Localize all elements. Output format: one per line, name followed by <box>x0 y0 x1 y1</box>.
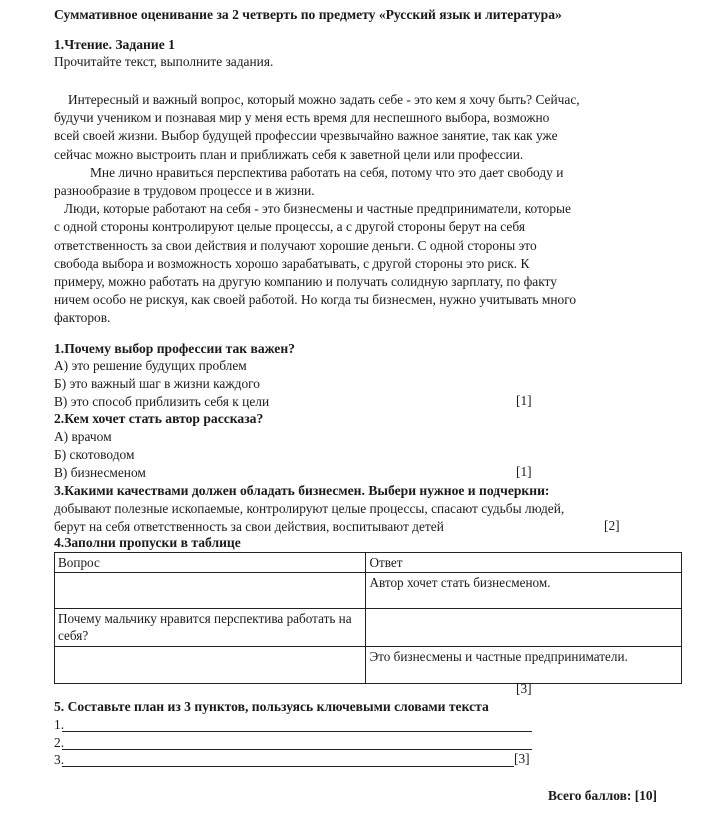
col-header-question: Вопрос <box>55 553 366 573</box>
table-row <box>55 573 682 609</box>
q2-option-c[interactable]: В) бизнесменом <box>54 465 146 480</box>
q4-heading: 4.Заполни пропуски в таблице <box>54 535 241 550</box>
text-line: будучи учеником и познавая мир у меня есть время для неспешного выбора, возможно <box>54 110 550 126</box>
q1-option-a[interactable]: А) это решение будущих проблем <box>54 358 247 373</box>
task1-heading: 1.Чтение. Задание 1 <box>54 37 175 52</box>
q3-choices-line2[interactable]: берут на себя ответственность за свои действия, воспитывают детей <box>54 519 444 534</box>
q1-question: 1.Почему выбор профессии так важен? <box>54 341 295 356</box>
q3-mark: [2] <box>604 518 620 533</box>
plan-number-3: 3. <box>54 752 65 767</box>
text-line: Мне лично нравиться перспектива работать на себя, потому что это дает свободу и <box>90 164 564 180</box>
q5-mark: [3] <box>514 751 530 766</box>
reading-text <box>54 91 684 328</box>
task1-instruction: Прочитайте текст, выполните задания. <box>54 54 274 69</box>
q2-mark: [1] <box>516 464 532 479</box>
text-line: ничем особо не рискуя, как своей работой. Но когда ты бизнесмен, нужно учитывать много <box>54 292 577 308</box>
text-line: примеру, можно работать на другую компанию и получать солидную зарплату, по факту <box>54 274 557 290</box>
q1-option-b[interactable]: Б) это важный шаг в жизни каждого <box>54 376 260 391</box>
text-line: всей своей жизни. Выбор будущей профессии чрезвычайно важное занятие, так как уже <box>54 128 558 144</box>
q1-option-c[interactable]: В) это способ приблизить себя к цели <box>54 394 270 409</box>
col-header-answer: Ответ <box>366 553 682 573</box>
q1-mark: [1] <box>516 393 532 408</box>
answer-table <box>54 552 682 684</box>
table-row <box>55 647 682 684</box>
q2-option-a[interactable]: А) врачом <box>54 429 112 444</box>
q3-question: 3.Какими качествами должен обладать бизнесмен. Выбери нужное и подчеркни: <box>54 483 550 498</box>
row3-answer-cell: Это бизнесмены и частные предприниматели. <box>366 647 682 684</box>
plan-line-1[interactable] <box>62 731 532 732</box>
total-score: Всего баллов: [10] <box>548 788 658 803</box>
plan-line-2[interactable] <box>62 749 532 750</box>
text-line: факторов. <box>54 310 111 326</box>
text-line: разнообразие в трудовом процессе и в жизни. <box>54 183 315 199</box>
q2-option-b[interactable]: Б) скотоводом <box>54 447 135 462</box>
q4-mark: [3] <box>516 681 532 696</box>
page-title: Суммативное оценивание за 2 четверть по предмету «Русский язык и литература» <box>54 7 562 22</box>
q3-choices-line1[interactable]: добывают полезные ископаемые, контролируют целые процессы, спасают судьбы людей, <box>54 501 565 516</box>
table-row <box>55 609 682 647</box>
plan-number-2: 2. <box>54 735 65 750</box>
text-line: Интересный и важный вопрос, который можно задать себе - это кем я хочу быть? Сейчас, <box>68 92 580 107</box>
text-line: с одной стороны контролируют целые процессы, а с другой стороны берут на себя <box>54 219 525 235</box>
plan-line-3[interactable] <box>62 766 514 767</box>
table-header-row <box>55 553 682 573</box>
text-line: сейчас можно выстроить план и приближать себя к заветной цели или профессии. <box>54 146 524 162</box>
row2-question-cell: Почему мальчику нравится перспектива работать на себя? <box>55 609 366 647</box>
text-line: свобода выбора и возможность хорошо зарабатывать, с другой стороны это риск. К <box>54 255 530 271</box>
text-line: Люди, которые работают на себя - это бизнесмены и частные предприниматели, которые <box>64 201 571 217</box>
row1-answer-cell: Автор хочет стать бизнесменом. <box>366 573 682 609</box>
q5-heading: 5. Составьте план из 3 пунктов, пользуясь ключевыми словами текста <box>54 699 489 714</box>
plan-number-1: 1. <box>54 717 65 732</box>
row1-question-cell[interactable] <box>55 573 366 609</box>
q2-question: 2.Кем хочет стать автор рассказа? <box>54 411 264 426</box>
row3-question-cell[interactable] <box>55 647 366 684</box>
text-line: ответственность за свои действия и получают хорошие деньги. С одной стороны это <box>54 237 537 253</box>
row2-answer-cell[interactable] <box>366 609 682 647</box>
